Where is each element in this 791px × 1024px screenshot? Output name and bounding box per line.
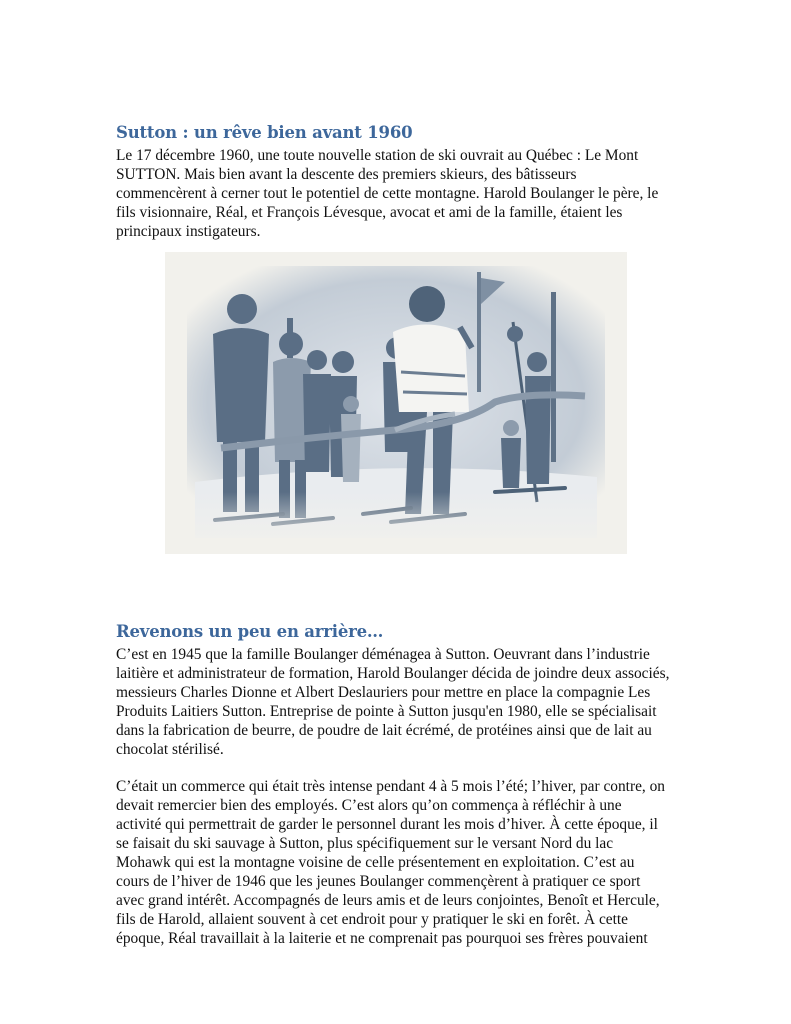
history-paragraph-1 (116, 645, 686, 759)
intro-paragraph (116, 146, 686, 241)
text-line: chocolat stérilisé. (116, 741, 224, 758)
text-line: cours de l’hiver de 1946 que les jeunes Boulanger commençèrent à pratiquer ce sport (116, 873, 641, 890)
text-line: commencèrent à cerner tout le potentiel de cette montagne. Harold Boulanger le père, le (116, 185, 659, 202)
text-line: principaux instigateurs. (116, 223, 261, 240)
text-line: messieurs Charles Dionne et Albert Deslauriers pour mettre en place la compagnie Les (116, 684, 651, 701)
text-line: activité qui permettrait de garder le personnel durant les mois d’hiver. À cette époque, il (116, 816, 658, 833)
text-line: Produits Laitiers Sutton. Entreprise de pointe à Sutton jusqu'en 1980, elle se spécialisait (116, 703, 657, 720)
historical-ribbon-cutting-photo (165, 252, 627, 554)
photo-illustration (165, 252, 627, 554)
text-line: avec grand intérêt. Accompagnés de leurs amis et de leurs conjointes, Benoît et Hercule, (116, 892, 660, 909)
text-line: Mohawk qui est la montagne voisine de celle présentement en exploitation. C’est au (116, 854, 635, 871)
text-line: fils visionnaire, Réal, et François Lévesque, avocat et ami de la famille, étaient les (116, 204, 623, 221)
section-heading-sutton: Sutton : un rêve bien avant 1960 (116, 123, 413, 142)
text-line: C’était un commerce qui était très intense pendant 4 à 5 mois l’été; l’hiver, par contre, on (116, 778, 665, 795)
text-line: se faisait du ski sauvage à Sutton, plus spécifiquement sur le versant Nord du lac (116, 835, 614, 852)
text-line: devait remercier bien des employés. C’est alors qu’on commença à réfléchir à une (116, 797, 622, 814)
text-line: Le 17 décembre 1960, une toute nouvelle station de ski ouvrait au Québec : Le Mont (116, 147, 639, 164)
text-line: SUTTON. Mais bien avant la descente des premiers skieurs, des bâtisseurs (116, 166, 577, 183)
section-heading-revenons: Revenons un peu en arrière… (116, 622, 384, 641)
text-line: laitière et administrateur de formation, Harold Boulanger décida de joindre deux associés, (116, 665, 670, 682)
text-line: dans la fabrication de beurre, de poudre de lait écrémé, de protéines ainsi que de lait au (116, 722, 652, 739)
text-line: C’est en 1945 que la famille Boulanger déménagea à Sutton. Oeuvrant dans l’industrie (116, 646, 650, 663)
history-paragraph-2 (116, 777, 686, 948)
text-line: fils de Harold, allaient souvent à cet endroit pour y pratiquer le ski en forêt. À cette (116, 911, 628, 928)
text-line: époque, Réal travaillait à la laiterie et ne comprenait pas pourquoi ses frères pouvaient (116, 930, 648, 947)
